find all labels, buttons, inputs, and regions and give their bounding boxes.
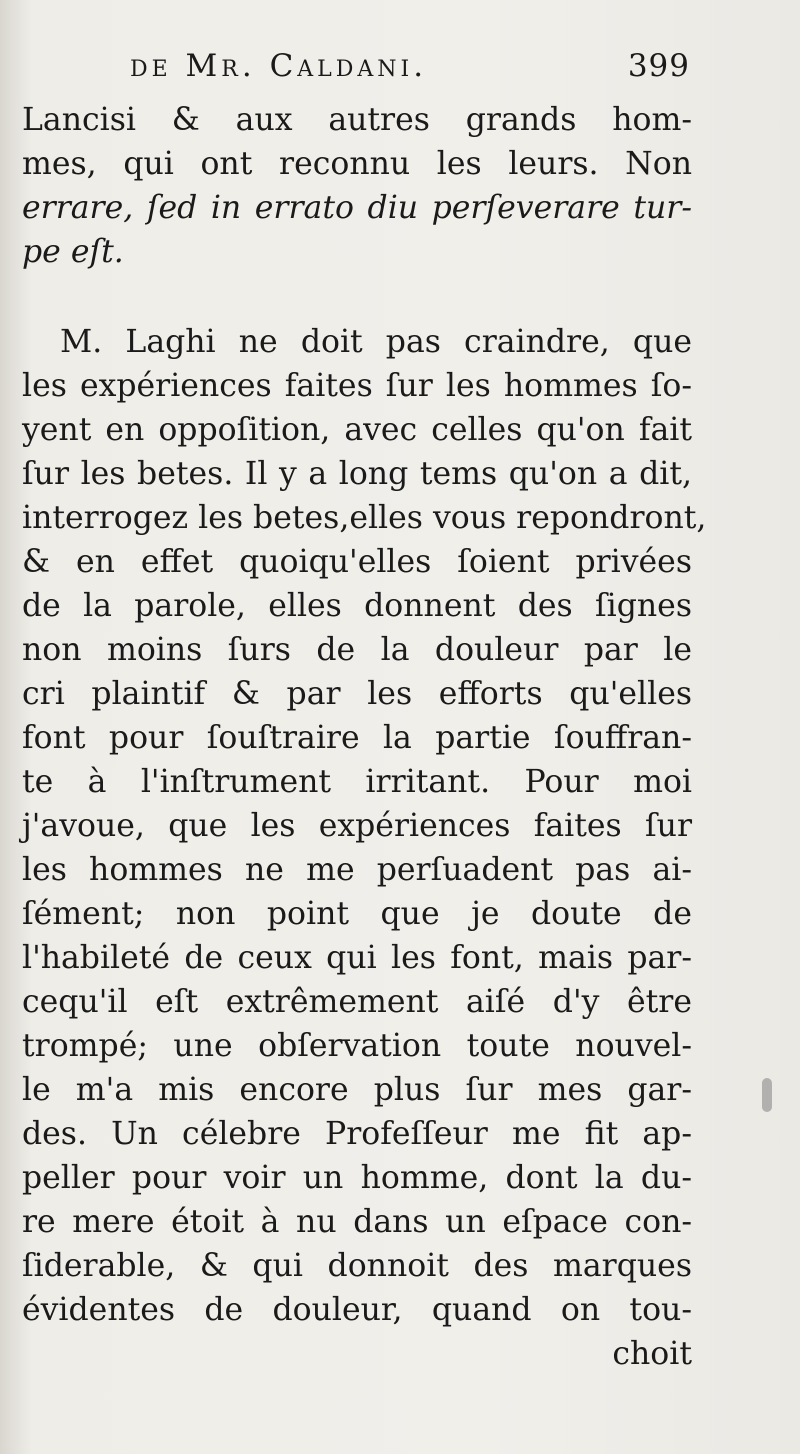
text-line: Lancisi & aux autres grands hom- — [22, 102, 692, 138]
text-line: ſément; non point que je doute de — [22, 896, 692, 932]
text-line: les expériences faites ſur les hommes ſo- — [22, 368, 692, 404]
text-line: yent en oppoſition, avec celles qu'on fait — [22, 412, 692, 448]
text-line: les hommes ne me perſuadent pas ai- — [22, 852, 692, 888]
text-line: pe eſt. — [22, 234, 124, 270]
text-line: mes, qui ont reconnu les leurs. Non — [22, 146, 692, 182]
text-line: font pour ſouſtraire la partie ſouffran- — [22, 720, 692, 756]
page-number: 399 — [627, 48, 690, 84]
text-line: re mere étoit à nu dans un eſpace con- — [22, 1204, 692, 1240]
text-line: M. Laghi ne doit pas craindre, que — [60, 324, 692, 360]
text-line: j'avoue, que les expériences faites ſur — [22, 808, 692, 844]
text-line: ſiderable, & qui donnoit des marques — [22, 1248, 692, 1284]
text-line: des. Un célebre Profeſſeur me fit ap- — [22, 1116, 692, 1152]
text-line: de la parole, elles donnent des ſignes — [22, 588, 692, 624]
text-line: errare, ſed in errato diu perſeverare tur- — [22, 190, 692, 226]
running-head: de Mr. Caldani. — [130, 48, 428, 84]
text-line: cri plaintif & par les efforts qu'elles — [22, 676, 692, 712]
paragraph-gap — [22, 274, 692, 318]
text-line: te à l'inſtrument irritant. Pour moi — [22, 764, 692, 800]
text-line: cequ'il eſt extrêmement aiſé d'y être — [22, 984, 692, 1020]
margin-speck — [762, 1078, 772, 1112]
catchword: choit — [612, 1336, 692, 1372]
page-header — [130, 48, 690, 98]
text-line: l'habileté de ceux qui les font, mais par- — [22, 940, 692, 976]
text-line: ſur les betes. Il y a long tems qu'on a dit, — [22, 456, 692, 492]
text-line: interrogez les betes,elles vous repondront, — [22, 500, 707, 536]
text-line: trompé; une obſervation toute nouvel- — [22, 1028, 692, 1064]
text-line: non moins ſurs de la douleur par le — [22, 632, 692, 668]
text-line: évidentes de douleur, quand on tou- — [22, 1292, 692, 1328]
text-line: le m'a mis encore plus ſur mes gar- — [22, 1072, 692, 1108]
text-line: peller pour voir un homme, dont la du- — [22, 1160, 692, 1196]
text-line: & en effet quoiqu'elles ſoient privées — [22, 544, 692, 580]
